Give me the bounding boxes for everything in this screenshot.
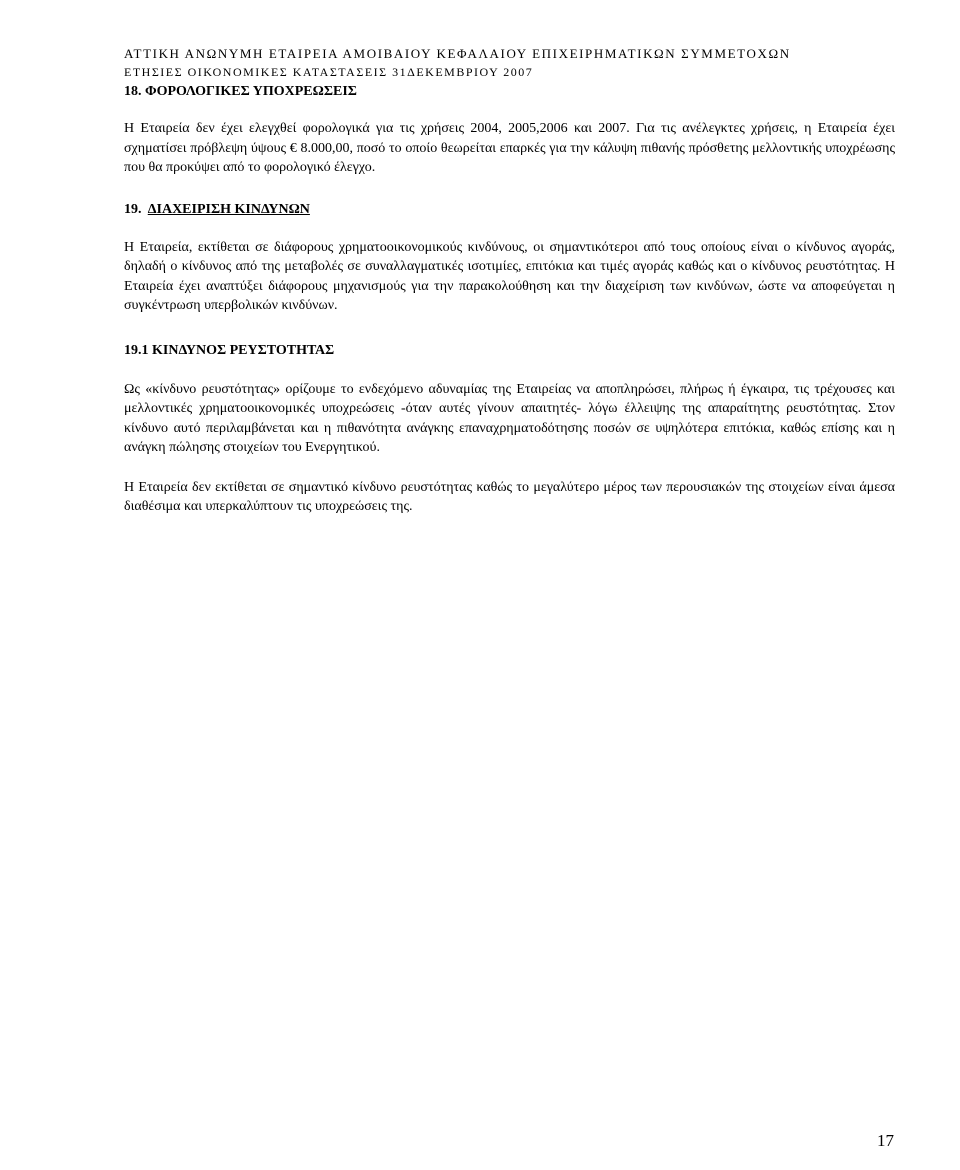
- report-header: ΕΤΗΣΙΕΣ ΟΙΚΟΝΟΜΙΚΕΣ ΚΑΤΑΣΤΑΣΕΙΣ 31ΔΕΚΕΜΒΡΙΟΥ 2007: [124, 65, 534, 79]
- section-19-title: [124, 200, 895, 219]
- page-number: 17: [877, 1131, 894, 1150]
- section-19-number: 19.: [124, 201, 142, 217]
- document-page: [124, 44, 895, 517]
- company-header: ΑΤΤΙΚΗ ΑΝΩΝΥΜΗ ΕΤΑΙΡΕΙΑ ΑΜΟΙΒΑΙΟΥ ΚΕΦΑΛΑΙΟΥ ΕΠΙΧΕΙΡΗΜΑΤΙΚΩΝ ΣΥΜΜΕΤΟΧΩΝ: [124, 46, 791, 61]
- section-19-1-title: 19.1 ΚΙΝΔΥΝΟΣ ΡΕΥΣΤΟΤΗΤΑΣ: [124, 342, 335, 358]
- section-19-paragraph: Η Εταιρεία, εκτίθεται σε διάφορους χρηματοοικονομικούς κινδύνους, οι σημαντικότεροι από τους οποίους είναι ο κίνδυνος αγοράς, δηλαδή ο κίνδυνος από της μεταβολές σε συναλλαγματικές ισοτιμίες, επιτόκια και τιμές αγοράς καθώς και ο κίνδυνος ρευστότητας. Η Εταιρεία έχει αναπτύξει διάφορους μηχανισμούς για την παρακολούθηση και την διαχείριση των κινδύνων, ώστε να αποφεύγεται η συγκέντρωση υπερβολικών κινδύνων.: [124, 239, 895, 313]
- section-18-paragraph: Η Εταιρεία δεν έχει ελεγχθεί φορολογικά για τις χρήσεις 2004, 2005,2006 και 2007. Για τις ανέλεγκτες χρήσεις, η Εταιρεία έχει σχηματίσει πρόβλεψη ύψους € 8.000,00, ποσό το οποίο θεωρείται επαρκές για την κάλυψη πιθανής πρόσθετης μελλοντικής υποχρέωσης που θα προκύψει από το φορολογικό έλεγχο.: [124, 121, 895, 175]
- section-19-heading: ΔΙΑΧΕΙΡΙΣΗ ΚΙΝΔΥΝΩΝ: [147, 201, 310, 217]
- section-18-title: 18. ΦΟΡΟΛΟΓΙΚΕΣ ΥΠΟΧΡΕΩΣΕΙΣ: [124, 84, 357, 99]
- section-19-1-paragraph-1: Ως «κίνδυνο ρευστότητας» ορίζουμε το ενδεχόμενο αδυναμίας της Εταιρείας να αποπληρώσει, πλήρως ή έγκαιρα, τις τρέχουσες και μελλοντικές χρηματοοικονομικές υποχρεώσεις -όταν αυτές γίνουν απαιτητές- λόγω έλλειψης της απαραίτητης ρευστότητας. Στον κίνδυνο αυτό περιλαμβάνεται και η πιθανότητα ανάγκης επαναχρηματοδότησης ποσών σε υψηλότερα επιτόκια, καθώς επίσης και η ανάγκη πώλησης στοιχείων του Ενεργητικού.: [124, 381, 895, 455]
- section-19-1-paragraph-2: Η Εταιρεία δεν εκτίθεται σε σημαντικό κίνδυνο ρευστότητας καθώς το μεγαλύτερο μέρος των περουσιακών της στοιχείων είναι άμεσα διαθέσιμα και υπερκαλύπτουν τις υποχρεώσεις της.: [124, 479, 895, 514]
